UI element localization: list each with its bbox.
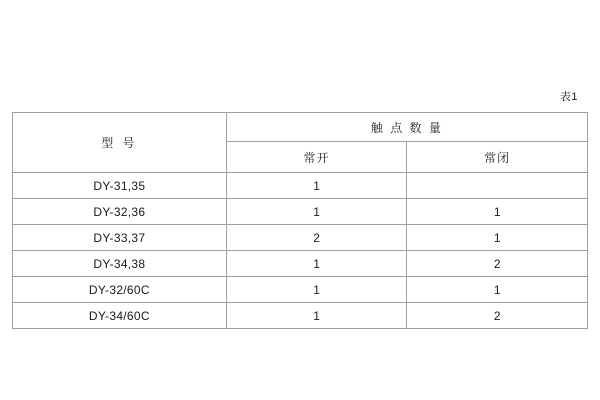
cell-normally-open: 1 [226, 303, 407, 329]
table-header-row-1 [13, 113, 588, 142]
header-model: 型 号 [13, 113, 227, 173]
table-row [13, 303, 588, 329]
cell-normally-closed: 1 [407, 277, 588, 303]
header-normally-closed: 常闭 [407, 142, 588, 173]
cell-normally-open: 1 [226, 173, 407, 199]
cell-normally-open: 2 [226, 225, 407, 251]
table-row [13, 173, 588, 199]
cell-model: DY-32/60C [13, 277, 227, 303]
cell-normally-closed: 1 [407, 199, 588, 225]
table-row [13, 199, 588, 225]
contact-quantity-table [12, 112, 588, 329]
cell-model: DY-34/60C [13, 303, 227, 329]
cell-normally-open: 1 [226, 251, 407, 277]
cell-normally-closed: 2 [407, 303, 588, 329]
cell-normally-open: 1 [226, 277, 407, 303]
table-row [13, 277, 588, 303]
cell-normally-closed: 1 [407, 225, 588, 251]
table-row [13, 225, 588, 251]
spec-table-container [12, 112, 588, 329]
cell-model: DY-31,35 [13, 173, 227, 199]
cell-model: DY-34,38 [13, 251, 227, 277]
cell-normally-closed: 2 [407, 251, 588, 277]
table-body [13, 173, 588, 329]
cell-normally-closed [407, 173, 588, 199]
cell-model: DY-32,36 [13, 199, 227, 225]
cell-normally-open: 1 [226, 199, 407, 225]
header-normally-open: 常开 [226, 142, 407, 173]
table-row [13, 251, 588, 277]
table-head [13, 113, 588, 173]
table-caption: 表1 [559, 91, 578, 103]
cell-model: DY-33,37 [13, 225, 227, 251]
header-contact-quantity: 触 点 数 量 [226, 113, 587, 142]
